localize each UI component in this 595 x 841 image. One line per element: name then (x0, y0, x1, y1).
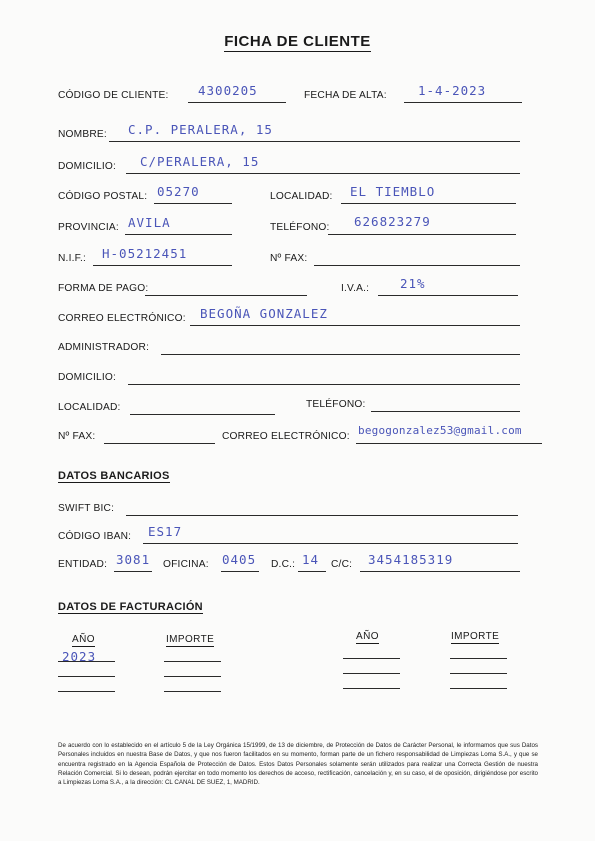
billing-line (164, 676, 221, 677)
dc-value[interactable]: 14 (302, 552, 320, 567)
codigo-cliente-label: CÓDIGO DE CLIENTE: (58, 90, 169, 101)
nombre-value[interactable]: C.P. PERALERA, 15 (128, 122, 273, 137)
billing-year-header-2: AÑO (356, 631, 379, 642)
billing-line (343, 673, 400, 674)
forma-pago-line (145, 295, 307, 296)
swift-line (126, 515, 518, 516)
cc-label: C/C: (331, 559, 353, 570)
fax-label: Nº FAX: (270, 253, 308, 264)
correo2-label: CORREO ELECTRÓNICO: (222, 431, 350, 442)
page-title: FICHA DE CLIENTE (224, 33, 371, 50)
fecha-alta-label: FECHA DE ALTA: (304, 90, 387, 101)
nif-label: N.I.F.: (58, 253, 87, 264)
billing-line (58, 676, 115, 677)
billing-line (343, 688, 400, 689)
forma-pago-label: FORMA DE PAGO: (58, 283, 149, 294)
codigo-postal-value[interactable]: 05270 (157, 184, 200, 199)
nif-value[interactable]: H-05212451 (102, 246, 188, 261)
domicilio2-line (128, 384, 520, 385)
fax2-label: Nº FAX: (58, 431, 96, 442)
datos-bancarios-heading: DATOS BANCARIOS (58, 470, 170, 482)
billing-line (58, 691, 115, 692)
billing-line (343, 658, 400, 659)
billing-line (164, 691, 221, 692)
dc-label: D.C.: (271, 559, 296, 570)
telefono2-line (371, 411, 520, 412)
localidad2-line (130, 414, 275, 415)
iva-line (378, 295, 518, 296)
localidad-value[interactable]: EL TIEMBLO (350, 184, 436, 199)
correo-value[interactable]: BEGOÑA GONZALEZ (200, 306, 328, 321)
iban-line (143, 543, 518, 544)
billing-line (450, 673, 507, 674)
fax2-line (104, 443, 215, 444)
datos-facturacion-heading: DATOS DE FACTURACIÓN (58, 601, 203, 613)
swift-label: SWIFT BIC: (58, 503, 115, 514)
domicilio-value[interactable]: C/PERALERA, 15 (140, 154, 260, 169)
billing-line (450, 658, 507, 659)
telefono-value[interactable]: 626823279 (354, 214, 431, 229)
localidad2-label: LOCALIDAD: (58, 402, 121, 413)
provincia-value[interactable]: AVILA (128, 215, 171, 230)
legal-notice: De acuerdo con lo establecido en el artículo 5 de la Ley Orgánica 15/1999, de 13 de diciembre, de Protección de Datos de Carácter Personal, le informamos que sus Datos Personales incluidos en nuestra Base de Datos, y que nos fueron facilitados en su momento, forman parte de un fichero responsabilidad de Limpiezas Loma S.A., y que se encuentra registrado en la Agencia Española de Protección de Datos. Estos Datos Personales solamente serán utilizados para realizar una Correcta Gestión de nuestra Relación Comercial. Si lo desean, podrán ejercitar en todo momento los derechos de acceso, rectificación, cancelación y, en su caso, el de oposición, dirigiéndose por escrito a Limpiezas Loma S.A., a la dirección: CL CANAL DE SUEZ, 1, MADRID. (58, 742, 538, 787)
billing-amount-header-2: IMPORTE (451, 631, 500, 642)
fecha-alta-value[interactable]: 1-4-2023 (418, 83, 487, 98)
iban-label: CÓDIGO IBAN: (58, 531, 132, 542)
oficina-label: OFICINA: (163, 559, 209, 570)
iva-label: I.V.A.: (341, 283, 370, 294)
entidad-value[interactable]: 3081 (116, 552, 151, 567)
billing-year-value-1[interactable]: 2023 (62, 649, 97, 664)
oficina-value[interactable]: 0405 (222, 552, 257, 567)
correo-label: CORREO ELECTRÓNICO: (58, 313, 186, 324)
nombre-label: NOMBRE: (58, 129, 107, 140)
iban-value[interactable]: ES17 (148, 524, 183, 539)
cc-value[interactable]: 3454185319 (368, 552, 454, 567)
entidad-label: ENTIDAD: (58, 559, 108, 570)
codigo-postal-label: CÓDIGO POSTAL: (58, 191, 148, 202)
correo2-value[interactable]: begogonzalez53@gmail.com (358, 424, 522, 437)
telefono2-label: TELÉFONO: (306, 399, 366, 410)
administrador-line (161, 354, 520, 355)
provincia-label: PROVINCIA: (58, 222, 119, 233)
billing-amount-header-1: IMPORTE (166, 634, 215, 645)
billing-line (450, 688, 507, 689)
billing-line (164, 661, 221, 662)
fax-line (314, 265, 520, 266)
domicilio2-label: DOMICILIO: (58, 372, 117, 383)
iva-value[interactable]: 21% (400, 276, 426, 291)
billing-year-header-1: AÑO (72, 634, 95, 645)
codigo-cliente-value[interactable]: 4300205 (198, 83, 258, 98)
localidad-label: LOCALIDAD: (270, 191, 333, 202)
billing-line (58, 661, 115, 662)
administrador-label: ADMINISTRADOR: (58, 342, 150, 353)
domicilio-label: DOMICILIO: (58, 161, 117, 172)
telefono-label: TELÉFONO: (270, 222, 330, 233)
